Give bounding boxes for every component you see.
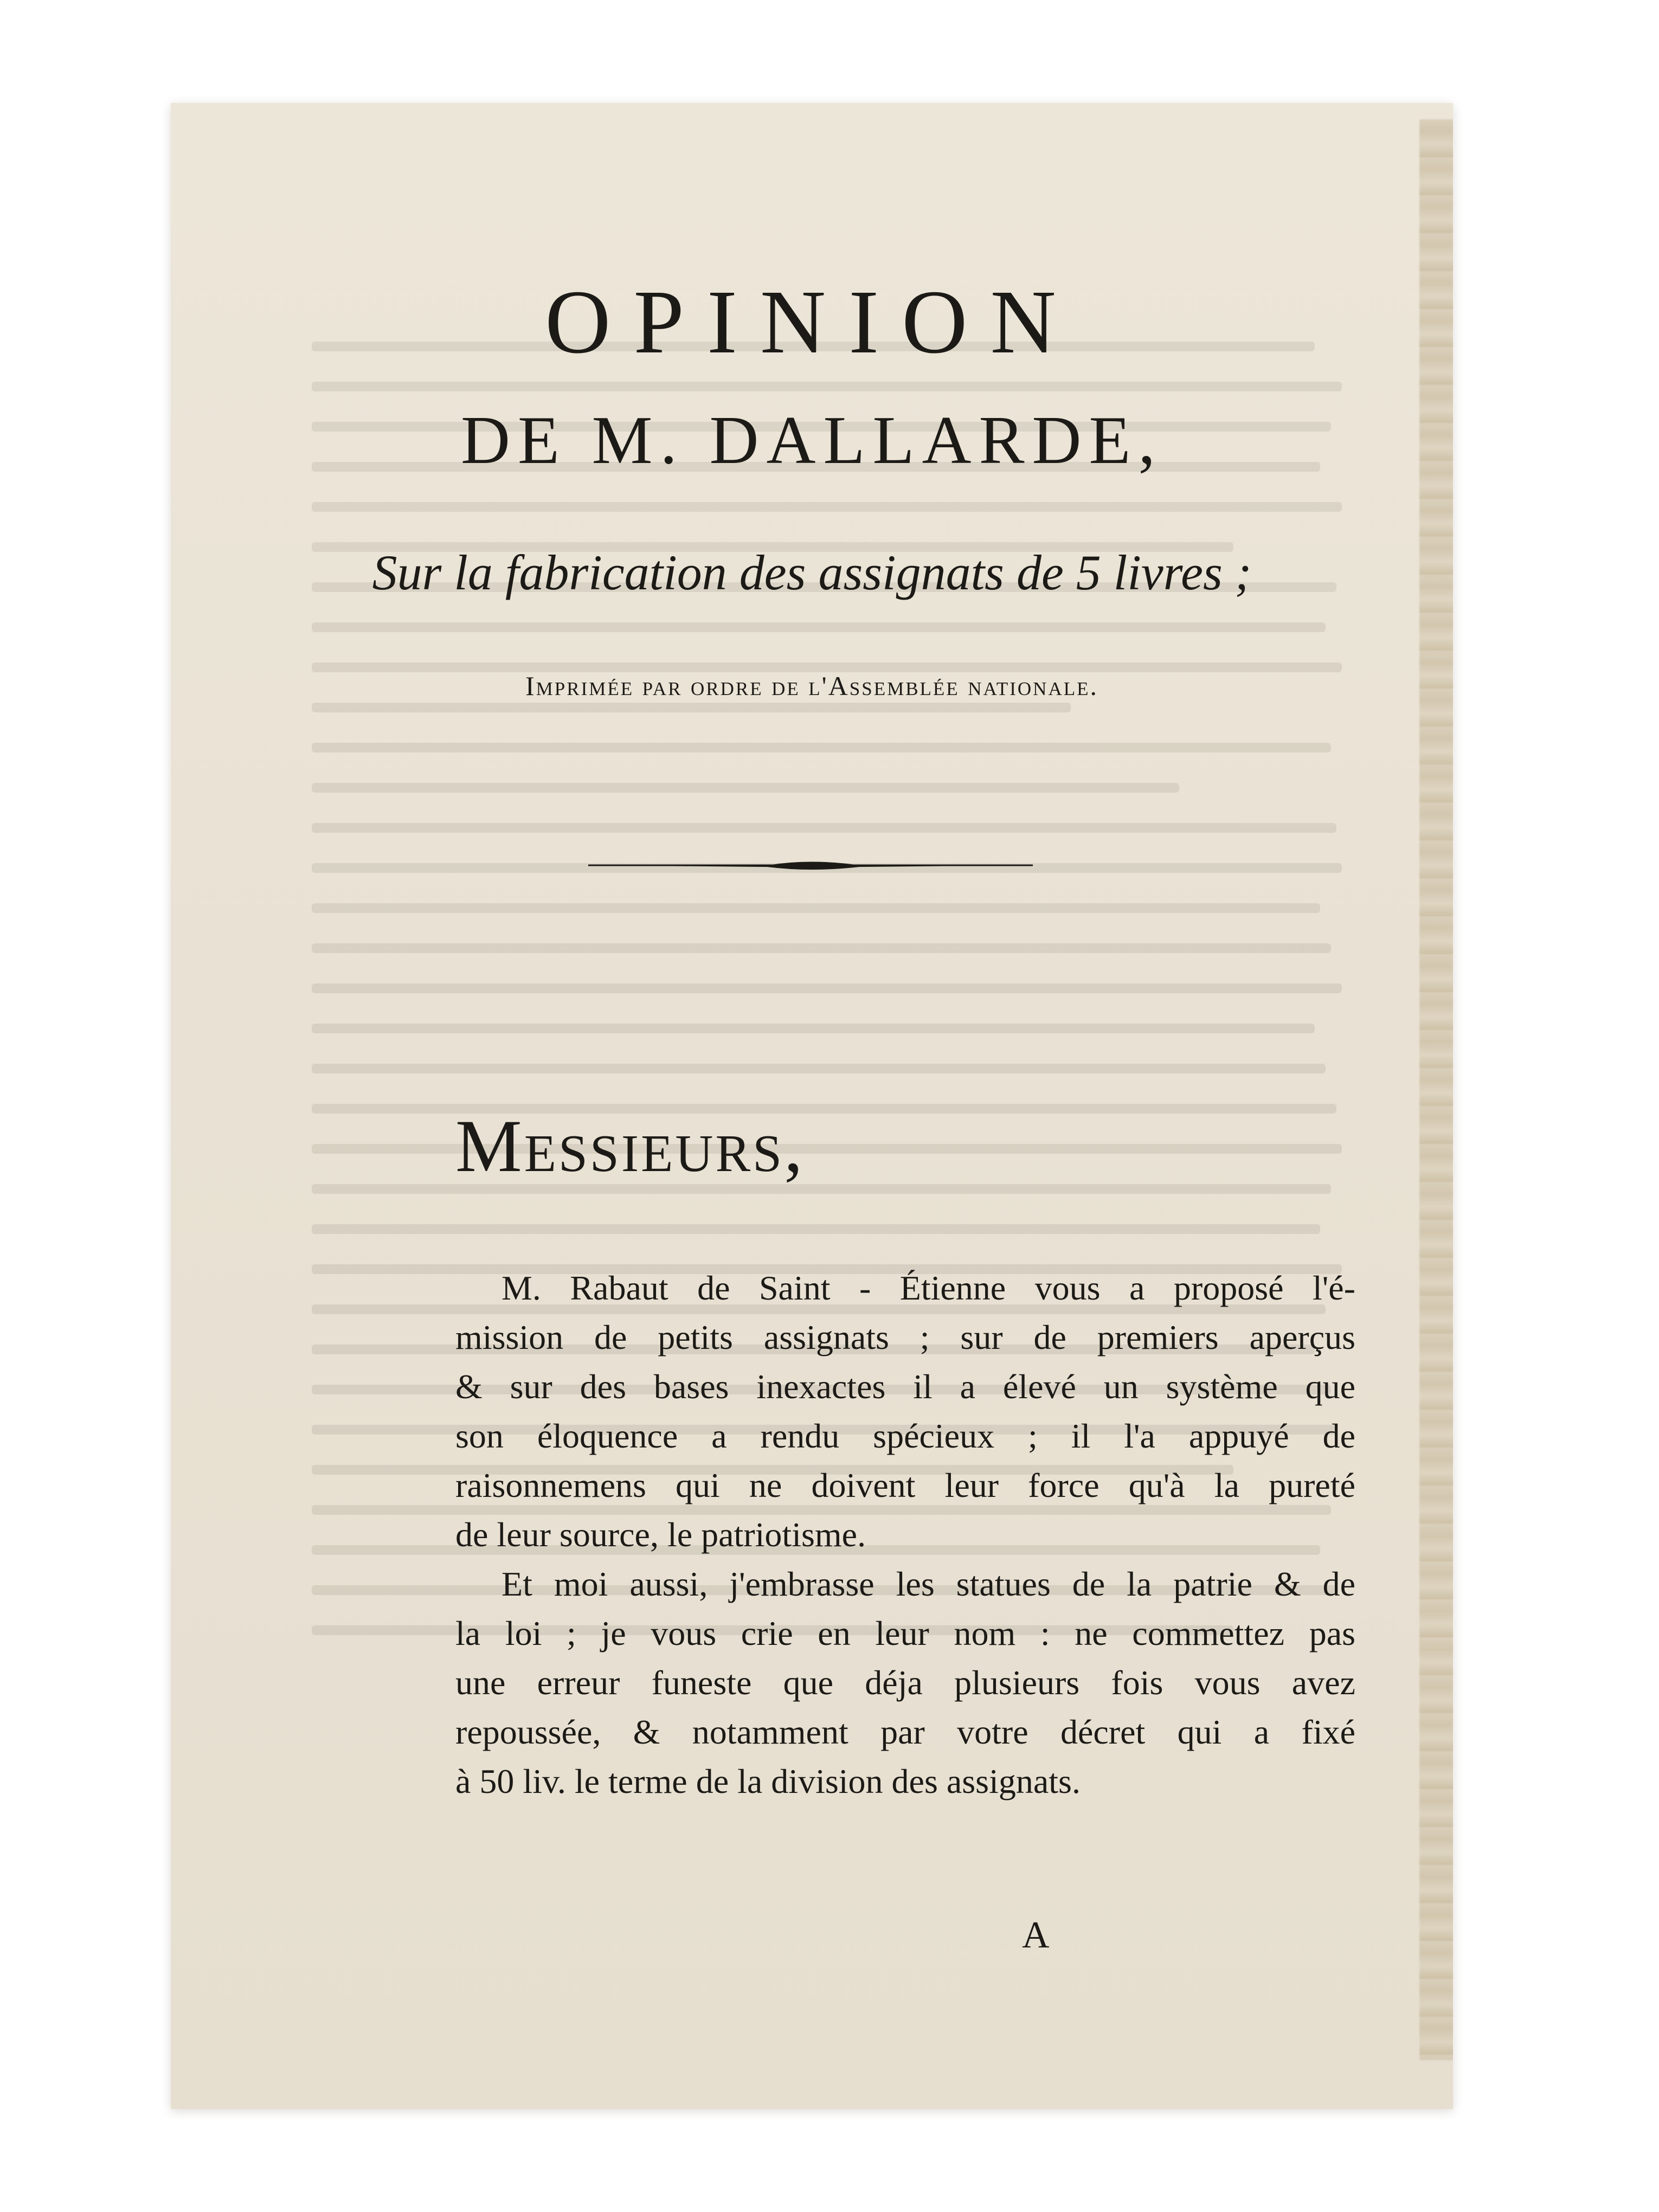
text-line: & sur des bases inexactes il a élevé un système que [455,1367,1355,1406]
document-subtitle: DE M. DALLARDE, [461,403,1163,478]
text-line: une erreur funeste que déja plusieurs fois vous avez [455,1663,1355,1702]
ornamental-rule [588,859,1033,871]
document-page [171,103,1453,2109]
text-line: raisonnemens qui ne doivent leur force qu'à la pureté [455,1466,1355,1504]
text-line: M. Rabaut de Saint - Étienne vous a proposé l'é- [501,1269,1355,1307]
signature-mark: A [1022,1914,1050,1956]
text-line: son éloquence a rendu spécieux ; il l'a appuyé de [455,1417,1355,1455]
document-topic: Sur la fabrication des assignats de 5 livres ; [372,545,1252,600]
text-line: la loi ; je vous crie en leur nom : ne commettez pas [455,1614,1355,1652]
body-text [455,1263,1355,1806]
text-line: Et moi aussi, j'embrasse les statues de la patrie & de [501,1565,1355,1603]
imprint-notice: Imprimée par ordre de l'Assemblée nationale. [525,671,1098,701]
document-title: OPINION [545,272,1079,372]
text-line: à 50 liv. le terme de la division des assignats. [455,1762,1081,1801]
salutation: Messieurs, [455,1104,805,1187]
text-line: repoussée, & notamment par votre décret qui a fixé [455,1713,1355,1751]
document-content [171,103,1453,2109]
text-line: mission de petits assignats ; sur de premiers aperçus [455,1318,1355,1356]
text-line: de leur source, le patriotisme. [455,1515,866,1554]
